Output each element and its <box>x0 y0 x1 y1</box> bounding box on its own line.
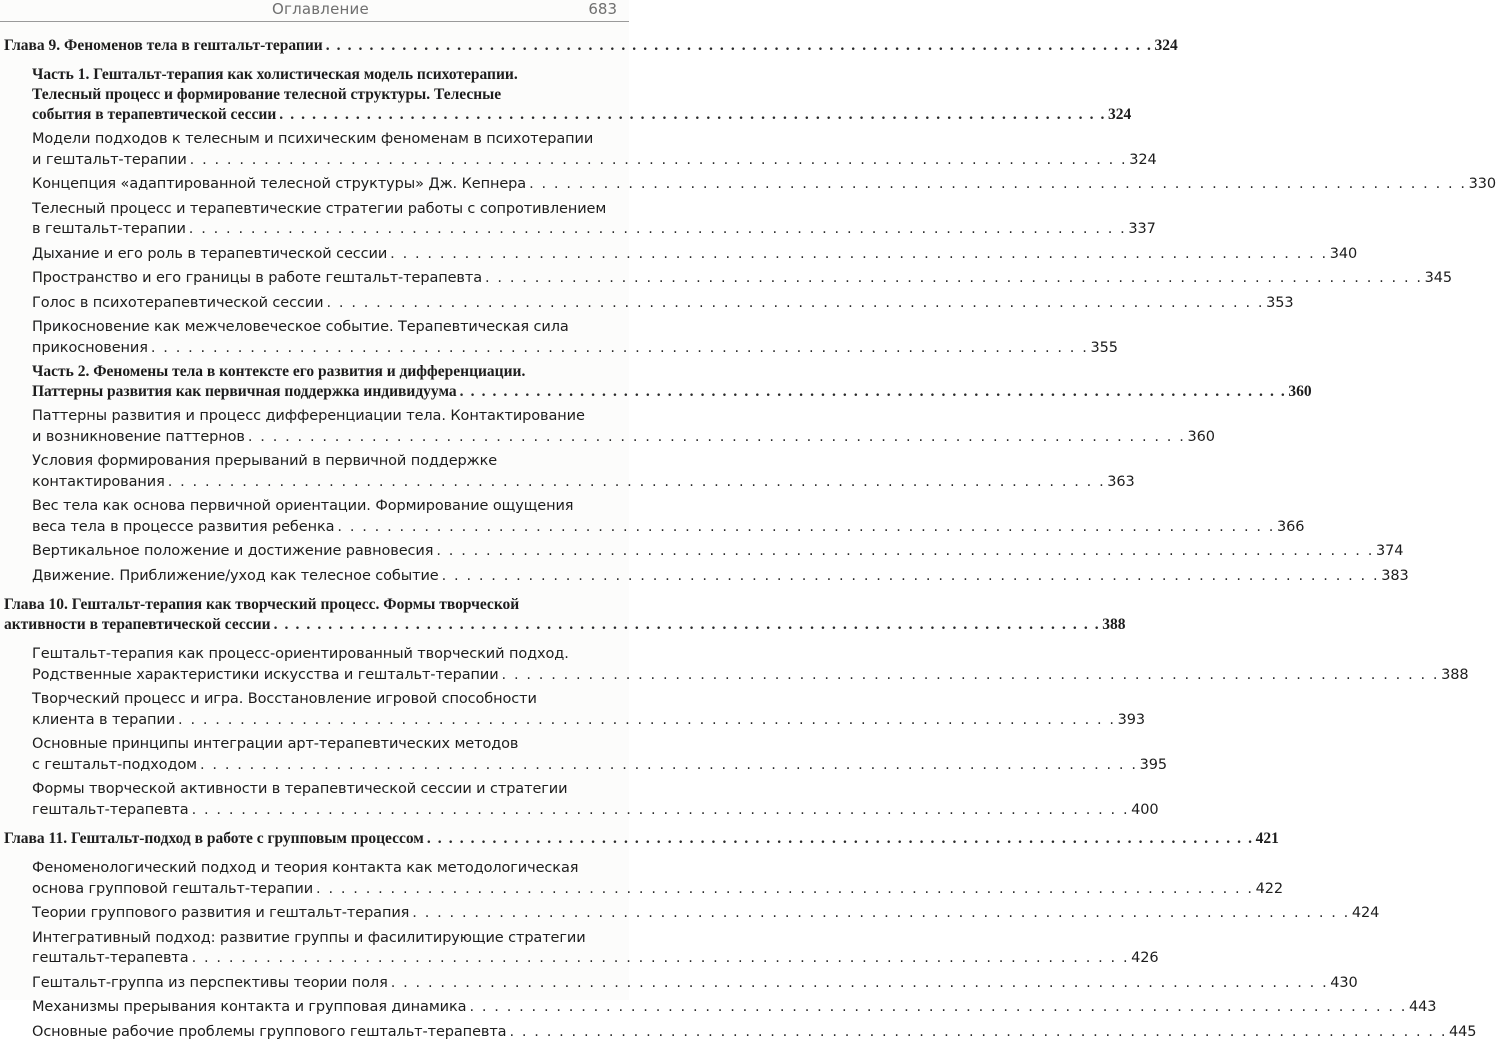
toc-section-title-line: клиента в терапии <box>32 710 175 731</box>
dot-leader: . . . . . . . . . . . . . . . . . . . . . . . . . . . . . . . . . . . . . . . . . . . . . . . . . . . . . . . . . . . . . . . . . . . . . . . . . . . . <box>178 710 1116 731</box>
dot-leader: . . . . . . . . . . . . . . . . . . . . . . . . . . . . . . . . . . . . . . . . . . . . . . . . . . . . . . . . . . . . . . . . . . . . . . . . . . . . <box>485 268 1423 289</box>
dot-leader: . . . . . . . . . . . . . . . . . . . . . . . . . . . . . . . . . . . . . . . . . . . . . . . . . . . . . . . . . . . . . . . . . . . . . . . . . . . . <box>412 903 1350 924</box>
toc-section-title-line: Дыхание и его роль в терапевтической сессии <box>32 244 387 265</box>
dot-leader: . . . . . . . . . . . . . . . . . . . . . . . . . . . . . . . . . . . . . . . . . . . . . . . . . . . . . . . . . . . . . . . . . . . . . . . . . . . . <box>390 244 1328 265</box>
toc-page-number: 360 <box>1187 427 1214 448</box>
toc-section[interactable] <box>0 997 629 1018</box>
toc-page-number: 324 <box>1154 36 1177 56</box>
toc-page-number: 363 <box>1107 472 1134 493</box>
toc-section-title-line: прикосновения <box>32 338 148 359</box>
toc-page-number: 340 <box>1330 244 1357 265</box>
toc-section[interactable] <box>0 451 629 492</box>
toc-section-title-line: Основные рабочие проблемы группового гештальт-терапевта <box>32 1022 506 1042</box>
book-page <box>0 0 629 1000</box>
dot-leader: . . . . . . . . . . . . . . . . . . . . . . . . . . . . . . . . . . . . . . . . . . . . . . . . . . . . . . . . . . . . . . . . . . . . . . . . . . . . <box>509 1022 1447 1042</box>
toc-section-title-line: Феноменологический подход и теория контакта как методологическая <box>32 858 625 879</box>
toc-section-title-line: гештальт-терапевта <box>32 800 189 821</box>
toc-section-title-line: Формы творческой активности в терапевтической сессии и стратегии <box>32 779 625 800</box>
toc-page-number: 421 <box>1256 829 1279 849</box>
toc-page-number: 353 <box>1266 293 1293 314</box>
toc-chapter-title: Глава 11. Гештальт-подход в работе с групповым процессом <box>4 829 424 849</box>
toc-section-title-line: Паттерны развития и процесс дифференциации тела. Контактирование <box>32 406 625 427</box>
toc-part-title-line: события в терапевтической сессии <box>32 105 276 125</box>
toc-page-number: 374 <box>1376 541 1403 562</box>
dot-leader: . . . . . . . . . . . . . . . . . . . . . . . . . . . . . . . . . . . . . . . . . . . . . . . . . . . . . . . . . . . . . . . . . . . . . . . . . . . . <box>469 997 1407 1018</box>
toc-page-number: 445 <box>1449 1022 1476 1042</box>
toc-section-title-line: Пространство и его границы в работе гештальт-терапевта <box>32 268 482 289</box>
dot-leader: . . . . . . . . . . . . . . . . . . . . . . . . . . . . . . . . . . . . . . . . . . . . . . . . . . . . . . . . . . . . . . . . . . . . . . . . . . . . <box>460 382 1287 402</box>
toc-page-number: 422 <box>1256 879 1283 900</box>
toc-section[interactable] <box>0 496 629 537</box>
toc-section-title-line: Основные принципы интеграции арт-терапевтических методов <box>32 734 625 755</box>
dot-leader: . . . . . . . . . . . . . . . . . . . . . . . . . . . . . . . . . . . . . . . . . . . . . . . . . . . . . . . . . . . . . . . . . . . . . . . . . . . . <box>529 174 1467 195</box>
toc-section-title-line: Теории группового развития и гештальт-терапия <box>32 903 409 924</box>
running-head-title: Оглавление <box>272 0 369 18</box>
dot-leader: . . . . . . . . . . . . . . . . . . . . . . . . . . . . . . . . . . . . . . . . . . . . . . . . . . . . . . . . . . . . . . . . . . . . . . . . . . . . <box>327 293 1265 314</box>
toc-chapter-title-line: Глава 10. Гештальт-терапия как творческий процесс. Формы творческой <box>4 595 625 615</box>
toc-section-title-line: Вес тела как основа первичной ориентации. Формирование ощущения <box>32 496 625 517</box>
toc-section[interactable] <box>0 734 629 775</box>
toc-section[interactable] <box>0 406 629 447</box>
toc-section-title-line: Голос в психотерапевтической сессии <box>32 293 324 314</box>
running-head-page-number: 683 <box>588 0 617 18</box>
toc-section[interactable] <box>0 268 629 289</box>
dot-leader: . . . . . . . . . . . . . . . . . . . . . . . . . . . . . . . . . . . . . . . . . . . . . . . . . . . . . . . . . . . . . . . . . . . . . . . . . . . . <box>337 517 1275 538</box>
toc-page-number: 330 <box>1469 174 1496 195</box>
header-rule <box>0 21 629 22</box>
toc-section-title-line: Гештальт-терапия как процесс-ориентированный творческий подход. <box>32 644 625 665</box>
toc-page-number: 443 <box>1409 997 1436 1018</box>
dot-leader: . . . . . . . . . . . . . . . . . . . . . . . . . . . . . . . . . . . . . . . . . . . . . . . . . . . . . . . . . . . . . . . . . . . . . . . . . . . . <box>248 427 1186 448</box>
toc-part-title-line: Часть 1. Гештальт-терапия как холистическая модель психотерапии. <box>32 65 625 85</box>
toc-section-title-line: основа групповой гештальт-терапии <box>32 879 313 900</box>
dot-leader: . . . . . . . . . . . . . . . . . . . . . . . . . . . . . . . . . . . . . . . . . . . . . . . . . . . . . . . . . . . . . . . . . . . . . . . . . . . . <box>326 36 1153 56</box>
dot-leader: . . . . . . . . . . . . . . . . . . . . . . . . . . . . . . . . . . . . . . . . . . . . . . . . . . . . . . . . . . . . . . . . . . . . . . . . . . . . <box>316 879 1254 900</box>
toc-section[interactable] <box>0 928 629 969</box>
toc-section-title-line: веса тела в процессе развития ребенка <box>32 517 334 538</box>
toc-page-number: 360 <box>1288 382 1311 402</box>
toc-section[interactable] <box>0 199 629 240</box>
toc-section[interactable] <box>0 244 629 265</box>
toc-section[interactable] <box>0 973 629 994</box>
toc-part-title-line: Часть 2. Феномены тела в контексте его развития и дифференциации. <box>32 362 625 382</box>
toc-page-number: 383 <box>1381 566 1408 587</box>
toc-page-number: 345 <box>1425 268 1452 289</box>
toc-page-number: 355 <box>1090 338 1117 359</box>
toc-section-title-line: Механизмы прерывания контакта и групповая динамика <box>32 997 466 1018</box>
toc-section[interactable] <box>0 317 629 358</box>
toc-page-number: 324 <box>1129 150 1156 171</box>
toc-section-title-line: Творческий процесс и игра. Восстановление игровой способности <box>32 689 625 710</box>
toc-section[interactable] <box>0 541 629 562</box>
toc-page-number: 393 <box>1118 710 1145 731</box>
toc-section-title-line: Прикосновение как межчеловеческое событие. Терапевтическая сила <box>32 317 625 338</box>
toc-page-number: 400 <box>1131 800 1158 821</box>
toc-section[interactable] <box>0 129 629 170</box>
toc-section[interactable] <box>0 903 629 924</box>
toc-chapter-title: Глава 9. Феноменов тела в гештальт-терапии <box>4 36 323 56</box>
toc-section[interactable] <box>0 858 629 899</box>
dot-leader: . . . . . . . . . . . . . . . . . . . . . . . . . . . . . . . . . . . . . . . . . . . . . . . . . . . . . . . . . . . . . . . . . . . . . . . . . . . . <box>192 948 1130 969</box>
dot-leader: . . . . . . . . . . . . . . . . . . . . . . . . . . . . . . . . . . . . . . . . . . . . . . . . . . . . . . . . . . . . . . . . . . . . . . . . . . . . <box>151 338 1089 359</box>
toc-part-1[interactable] <box>0 65 629 125</box>
dot-leader: . . . . . . . . . . . . . . . . . . . . . . . . . . . . . . . . . . . . . . . . . . . . . . . . . . . . . . . . . . . . . . . . . . . . . . . . . . . . <box>436 541 1374 562</box>
toc-section-title-line: и гештальт-терапии <box>32 150 187 171</box>
toc-page-number: 430 <box>1330 973 1357 994</box>
toc-chapter-10[interactable] <box>0 595 629 635</box>
toc-page-number: 424 <box>1352 903 1379 924</box>
toc-page-number: 395 <box>1140 755 1167 776</box>
toc-chapter-9[interactable] <box>0 36 629 56</box>
toc-part-2[interactable] <box>0 362 629 402</box>
dot-leader: . . . . . . . . . . . . . . . . . . . . . . . . . . . . . . . . . . . . . . . . . . . . . . . . . . . . . . . . . . . . . . . . . . . . . . . . . . . . <box>274 615 1101 635</box>
dot-leader: . . . . . . . . . . . . . . . . . . . . . . . . . . . . . . . . . . . . . . . . . . . . . . . . . . . . . . . . . . . . . . . . . . . . . . . . . . . . <box>192 800 1130 821</box>
table-of-contents <box>0 36 629 1042</box>
toc-page-number: 388 <box>1441 665 1468 686</box>
toc-section-title-line: Телесный процесс и терапевтические стратегии работы с сопротивлением <box>32 199 625 220</box>
dot-leader: . . . . . . . . . . . . . . . . . . . . . . . . . . . . . . . . . . . . . . . . . . . . . . . . . . . . . . . . . . . . . . . . . . . . . . . . . . . . <box>168 472 1106 493</box>
dot-leader: . . . . . . . . . . . . . . . . . . . . . . . . . . . . . . . . . . . . . . . . . . . . . . . . . . . . . . . . . . . . . . . . . . . . . . . . . . . . <box>502 665 1440 686</box>
toc-page-number: 426 <box>1131 948 1158 969</box>
toc-page-number: 337 <box>1128 219 1155 240</box>
dot-leader: . . . . . . . . . . . . . . . . . . . . . . . . . . . . . . . . . . . . . . . . . . . . . . . . . . . . . . . . . . . . . . . . . . . . . . . . . . . . <box>427 829 1254 849</box>
toc-section-title-line: Движение. Приближение/уход как телесное событие <box>32 566 439 587</box>
toc-section-title-line: Гештальт-группа из перспективы теории поля <box>32 973 388 994</box>
toc-part-title-line: Телесный процесс и формирование телесной структуры. Телесные <box>32 85 625 105</box>
toc-part-title-line: Паттерны развития как первичная поддержка индивидуума <box>32 382 457 402</box>
running-head <box>0 0 629 22</box>
dot-leader: . . . . . . . . . . . . . . . . . . . . . . . . . . . . . . . . . . . . . . . . . . . . . . . . . . . . . . . . . . . . . . . . . . . . . . . . . . . . <box>190 150 1128 171</box>
toc-section[interactable] <box>0 644 629 685</box>
toc-chapter-11[interactable] <box>0 829 629 849</box>
toc-section[interactable] <box>0 1022 629 1042</box>
toc-section-title-line: Условия формирования прерываний в первичной поддержке <box>32 451 625 472</box>
toc-section[interactable] <box>0 174 629 195</box>
dot-leader: . . . . . . . . . . . . . . . . . . . . . . . . . . . . . . . . . . . . . . . . . . . . . . . . . . . . . . . . . . . . . . . . . . . . . . . . . . . . <box>279 105 1106 125</box>
toc-section-title-line: и возникновение паттернов <box>32 427 245 448</box>
toc-page-number: 366 <box>1277 517 1304 538</box>
toc-section-title-line: Интегративный подход: развитие группы и фасилитирующие стратегии <box>32 928 625 949</box>
toc-section[interactable] <box>0 293 629 314</box>
toc-section[interactable] <box>0 689 629 730</box>
dot-leader: . . . . . . . . . . . . . . . . . . . . . . . . . . . . . . . . . . . . . . . . . . . . . . . . . . . . . . . . . . . . . . . . . . . . . . . . . . . . <box>200 755 1138 776</box>
toc-section-title-line: Родственные характеристики искусства и гештальт-терапии <box>32 665 499 686</box>
toc-section[interactable] <box>0 566 629 587</box>
toc-section-title-line: контактирования <box>32 472 165 493</box>
dot-leader: . . . . . . . . . . . . . . . . . . . . . . . . . . . . . . . . . . . . . . . . . . . . . . . . . . . . . . . . . . . . . . . . . . . . . . . . . . . . <box>391 973 1329 994</box>
toc-section-title-line: гештальт-терапевта <box>32 948 189 969</box>
toc-section-title-line: Модели подходов к телесным и психическим феноменам в психотерапии <box>32 129 625 150</box>
toc-page-number: 324 <box>1108 105 1131 125</box>
toc-section-title-line: в гештальт-терапии <box>32 219 186 240</box>
dot-leader: . . . . . . . . . . . . . . . . . . . . . . . . . . . . . . . . . . . . . . . . . . . . . . . . . . . . . . . . . . . . . . . . . . . . . . . . . . . . <box>189 219 1127 240</box>
toc-chapter-title-line: активности в терапевтической сессии <box>4 615 271 635</box>
toc-section-title-line: Вертикальное положение и достижение равновесия <box>32 541 433 562</box>
toc-section-title-line: с гештальт-подходом <box>32 755 197 776</box>
toc-section-title-line: Концепция «адаптированной телесной структуры» Дж. Кепнера <box>32 174 526 195</box>
toc-section[interactable] <box>0 779 629 820</box>
toc-page-number: 388 <box>1102 615 1125 635</box>
dot-leader: . . . . . . . . . . . . . . . . . . . . . . . . . . . . . . . . . . . . . . . . . . . . . . . . . . . . . . . . . . . . . . . . . . . . . . . . . . . . <box>442 566 1380 587</box>
